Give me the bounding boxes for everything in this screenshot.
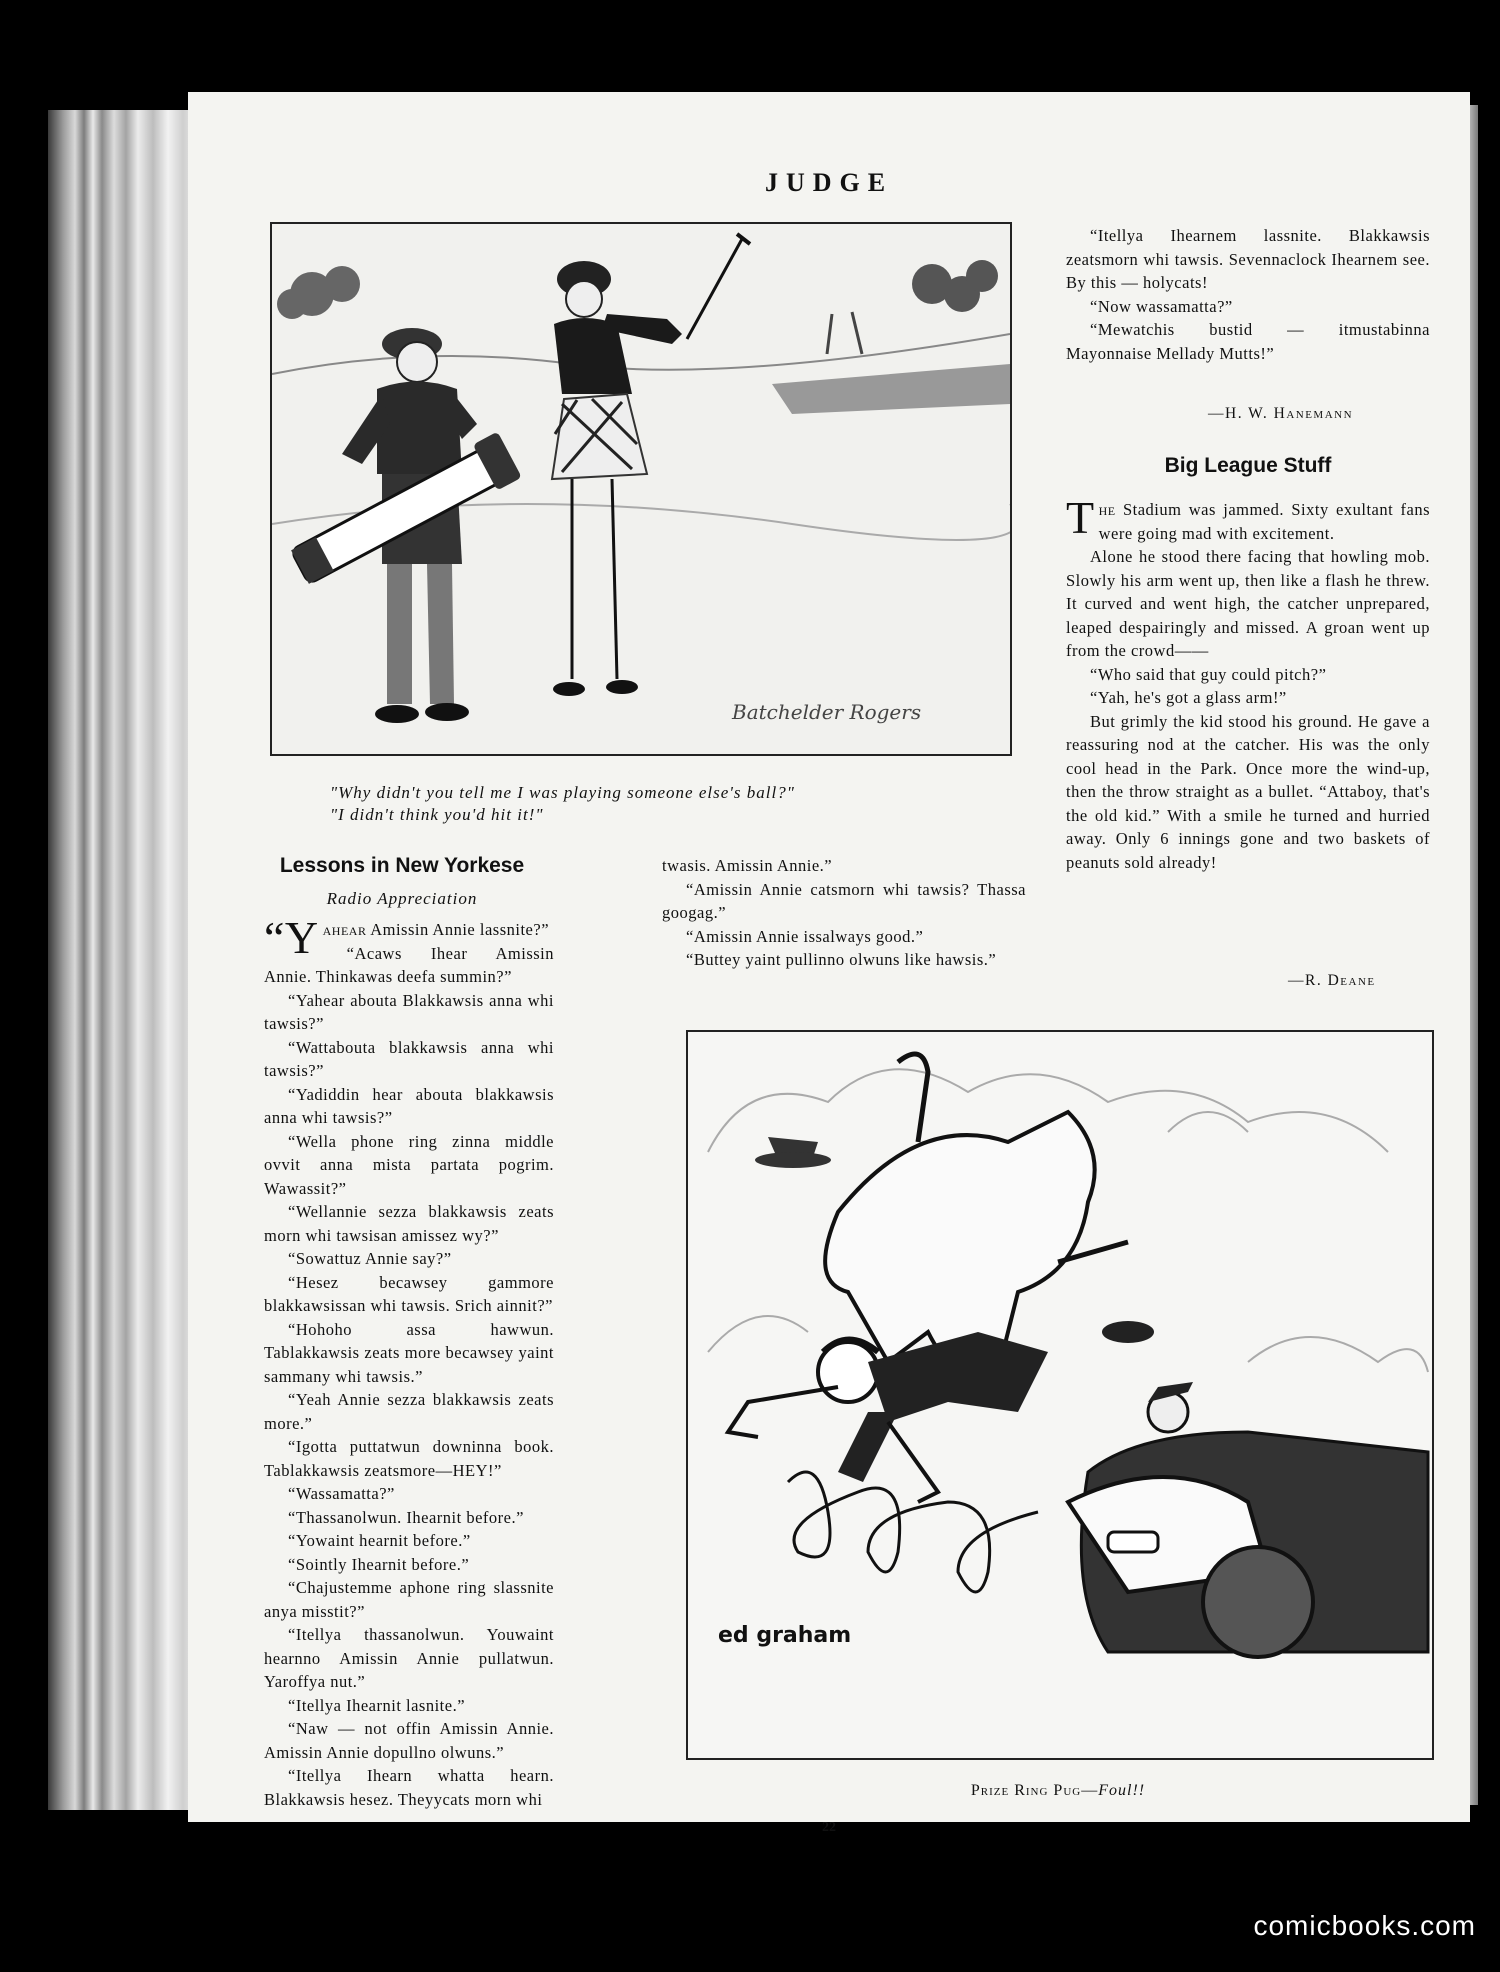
col2-paragraph: “Amissin Annie catsmorn whi tawsis? Thassa googag.” (662, 879, 1026, 922)
site-watermark: comicbooks.com (1253, 1910, 1476, 1941)
hanemann-byline: —H. W. Hanemann (1208, 405, 1354, 422)
lessons-line: “Chajustemme aphone ring slassnite anya misstit?” (264, 1578, 554, 1621)
col3-paragraph-3: “Mewatchis bustid — itmustabinna Mayonnaise Mellady Mutts!” (1066, 320, 1430, 363)
lessons-line: “Yowaint hearnit before.” (288, 1531, 471, 1550)
pug-cartoon (686, 1030, 1434, 1760)
big-league-paragraph-4: “Yah, he's got a glass arm!” (1090, 688, 1287, 707)
lessons-line: “Hesez becawsey gammore blakkawsissan whi tawsis. Srich ainnit?” (264, 1272, 554, 1315)
masthead: JUDGE (764, 168, 894, 197)
col3-paragraph-1: “Itellya Ihearnem lassnite. Blakkawsis zeatsmorn whi tawsis. Sevennaclock Ihearnem see. By this — holycats! (1066, 226, 1430, 292)
big-league-paragraph-2: Alone he stood there facing that howling mob. Slowly his arm went up, then like a flash he threw. It curved and went high, the catcher unprepared, leaped despairingly and missed. A groan went up from the crowd—— (1066, 547, 1430, 660)
lessons-line: “Wattabouta blakkawsis anna whi tawsis?” (264, 1037, 554, 1080)
col3-paragraph-2: “Now wassamatta?” (1090, 296, 1233, 316)
golf-signature: Batchelder Rogers (732, 700, 922, 724)
lessons-line: “Itellya Ihearnit lasnite.” (288, 1695, 466, 1715)
col2-paragraph: “Amissin Annie issalways good.” (686, 926, 924, 946)
book-spine (48, 110, 198, 1810)
pug-signature: ed graham (718, 1623, 852, 1648)
lessons-title: Lessons in New Yorkese (279, 854, 525, 877)
lessons-paragraph-1 (264, 912, 554, 963)
lessons-line: “Thassanolwun. Ihearnit before.” (288, 1507, 524, 1527)
lessons-first-rest: Amissin Annie lassnite?” (366, 920, 550, 939)
pug-cartoon-illustration (688, 1032, 1432, 1758)
col2-paragraph: “Buttey yaint pullinno olwuns like hawsis.” (686, 950, 997, 969)
golf-caption-line1: "Why didn't you tell me I was playing someone else's ball?" (330, 783, 795, 802)
magazine-page (188, 92, 1470, 1835)
big-league-paragraph-3: “Who said that guy could pitch?” (1090, 664, 1327, 684)
lessons-line: “Acaws Ihear Amissin Annie. Thinkawas deefa summin?” (264, 943, 554, 986)
big-league-column (1066, 492, 1430, 874)
pug-caption-title: Prize Ring Pug (970, 1782, 1082, 1799)
pug-caption-exclaim: Foul!! (1098, 1782, 1146, 1799)
big-league-paragraph-5: But grimly the kid stood his ground. He gave a reassuring nod at the catcher. His was the only cool head in the Park. Once more the wind-up, then the throw straight as a bullet. “Attaboy, that's the old kid.” With a smile he turned and hurried away. Only 6 innings gone and two baskets of peanuts sold already! (1066, 711, 1430, 872)
lessons-column-2 (662, 854, 1026, 972)
lessons-drop-cap: “Y (264, 912, 319, 963)
golf-caption (330, 782, 1010, 826)
golf-cartoon (270, 222, 1012, 756)
lessons-line: “Naw — not offin Amissin Annie. Amissin Annie dopullno olwuns.” (264, 1719, 554, 1762)
lessons-line: “Yadiddin hear abouta blakkawsis anna whi tawsis?” (264, 1084, 554, 1127)
big-league-paragraph-1 (1066, 492, 1430, 545)
big-league-first-rest: Stadium was jammed. Sixty exultant fans were going mad with excitement. (1098, 500, 1430, 543)
big-league-title: Big League Stuff (1164, 454, 1332, 477)
drop-cap: T (1066, 492, 1095, 543)
lessons-line: “Sowattuz Annie say?” (288, 1249, 452, 1268)
lessons-subtitle: Radio Appreciation (326, 889, 478, 908)
lessons-line: “Itellya thassanolwun. Youwaint hearnno Amissin Annie pullatwun. Yaroffya nut.” (264, 1625, 554, 1691)
deane-byline: —R. Deane (1288, 972, 1376, 989)
lessons-column-3 (1066, 224, 1430, 365)
lessons-line: “Wassamatta?” (288, 1484, 395, 1503)
lessons-line: “Sointly Ihearnit before.” (288, 1554, 470, 1574)
lessons-line: “Wellannie sezza blakkawsis zeats morn whi tawsisan amissez wy?” (264, 1202, 554, 1245)
pug-caption-dash: — (1081, 1782, 1099, 1799)
lessons-smallcaps: ahear (322, 920, 367, 939)
golf-caption-line2: "I didn't think you'd hit it!" (330, 805, 544, 824)
golf-cartoon-illustration (272, 224, 1010, 754)
lessons-line: “Wella phone ring zinna middle ovvit anna mista partata pogrim. Wawassit?” (264, 1131, 554, 1198)
lessons-line: “Igotta puttatwun downinna book. Tablakkawsis zeatsmore—HEY!” (264, 1437, 554, 1480)
lessons-column-1 (264, 912, 554, 1811)
page-number: 22 (822, 1820, 836, 1835)
pug-caption (686, 1782, 1430, 1800)
big-league-smallcaps: he (1098, 500, 1116, 519)
col2-first-line: twasis. Amissin Annie.” (662, 856, 833, 875)
lessons-line: “Itellya Ihearn whatta hearn. Blakkawsis hesez. Theyycats morn whi (264, 1766, 554, 1809)
lessons-line: “Yeah Annie sezza blakkawsis zeats more.” (264, 1390, 554, 1433)
lessons-line: “Yahear abouta Blakkawsis anna whi tawsis?” (264, 990, 554, 1033)
lessons-line: “Hohoho assa hawwun. Tablakkawsis zeats more becawsey yaint sammany whi tawsis.” (264, 1319, 554, 1386)
